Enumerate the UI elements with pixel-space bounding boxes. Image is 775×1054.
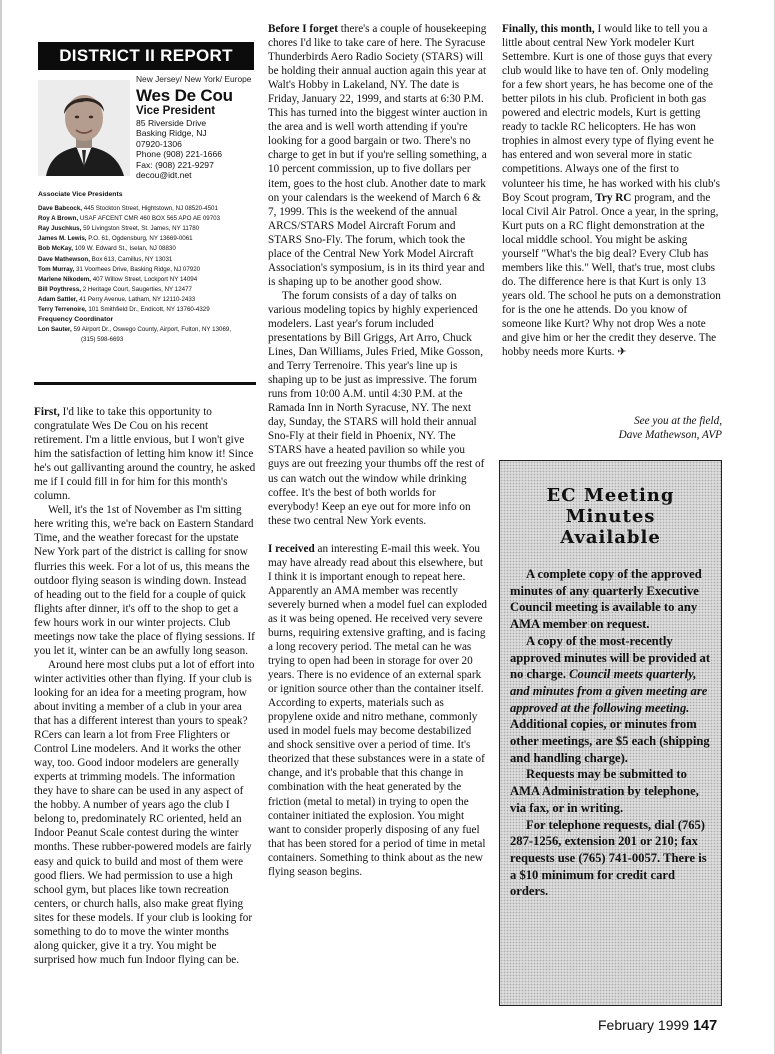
associate-item: Bill Poythress, 2 Heritage Court, Saugerties, NY 12477	[38, 285, 192, 293]
page-footer	[598, 1017, 717, 1034]
signoff-author: Dave Mathewson, AVP	[618, 429, 722, 442]
column-1	[34, 405, 256, 967]
column-2	[268, 22, 488, 879]
region-label: New Jersey/ New York/ Europe	[136, 74, 252, 84]
associate-item: Terry Terrenoire, 101 Smithfield Dr., Endicott, NY 13760-4329	[38, 306, 210, 314]
ec-box-title: EC Meeting Minutes Available	[546, 485, 675, 548]
portrait-image	[38, 80, 130, 176]
vp-title: Vice President	[136, 105, 216, 117]
associate-item: Adam Sattler, 41 Perry Avenue, Latham, NY 12110-2433	[38, 295, 196, 303]
paragraph: First, I'd like to take this opportunity to congratulate Wes De Cou on his recent retirement. I'm a little envious, but I won't give him the satisfaction of letting him know it! Since he's out gallivanting around the country, he asked me if I could fill in for him for this month's column.	[34, 406, 256, 503]
paragraph: Well, it's the 1st of November as I'm sitting here writing this, we're back on Eastern Standard Time, and the weather forecast for the upstate New York part of the district is calling for snow flurries this week. For a lot of us, this means the outdoor flying season is winding down. Instead of heading out to the field for a couple of quick flights after dinner, it's off to the shop to get a few hours work in our winter projects. Club meetings now take the place of flying sessions. If you let it, winter can be an awfully long season.	[34, 504, 255, 657]
section-rule	[34, 382, 256, 385]
associate-item: Ray Juschkus, 59 Livingston Street, St. James, NY 11780	[38, 225, 200, 233]
paragraph: Around here most clubs put a lot of effort into winter activities other than flying. If your club is looking for an idea for a meeting program, how about inviting a member of a club in your area that has a different interest than yours to speak? RCers can learn a lot from Free Flighters or Control Line modelers. And it works the other way, too. Good indoor modelers are generally experts at trimming models. The information they have to share can be used in any aspect of the hobby. A number of years ago the club I belong to, predominately RC oriented, held an Indoor Peanut Scale contest during the winter months. These rubber-powered models are fairly easy and quick to build and most of them were good fliers. We had permission to use a high school gym, but places like town recreation centers, or church halls, also make great flying sites for these models. If your club is looking for something to do to move the winter months along quicker, give it a try. You might be surprised how much fun Indoor flying can be.	[34, 658, 255, 966]
page-number: 147	[692, 1018, 718, 1034]
frequency-heading: Frequency Coordinator	[38, 316, 114, 324]
ec-paragraph: A complete copy of the approved minutes of any quarterly Executive Council meeting is available to any AMA member on request.	[510, 567, 702, 632]
associate-vp-list	[38, 190, 256, 345]
ec-paragraph: Requests may be submitted to AMA Administration by telephone, via fax, or in writing.	[510, 767, 699, 815]
ec-minutes-box	[499, 460, 722, 1006]
column-3	[502, 22, 722, 359]
associate-item: Marlene Nikodem, 407 Willow Street, Lockport NY 14094	[38, 275, 198, 283]
associate-item: Roy A Brown, USAF AFCENT CMR 460 BOX 565 APO AE 09703	[38, 215, 221, 223]
paragraph: I received an interesting E-mail this week. You may have already read about this elsewhere, but I think it is important enough to repeat here. Apparently an AMA member was recently severely burned when a model fuel can exploded as it was being opened. He received very severe burns, requiring extensive grafting, and is facing a long recovery period. The metal can he was trying to open had been in storage for over 20 years. There is no evidence of an external spark or ignition source other than the container itself. According to experts, materials such as propylene oxide and nitro methane, commonly used in model fuels may become destabilized and shock sensitive over a period of time. It's theorized that these substances were in a state of change, and it's probable that this change in combination with the heat generated by the friction (metal to metal) in trying to open the container initiated the explosion. You might want to consider properly disposing of any fuel that has been stored for a period of time in metal containers. Something to think about as the new flying season begins.	[268, 542, 488, 878]
portrait-photo	[38, 80, 130, 176]
associate-item: Dave Babcock, 445 Stockton Street, Hightstown, NJ 08520-4501	[38, 205, 218, 213]
vp-contact	[136, 118, 254, 180]
ec-paragraph: For telephone requests, dial (765) 287-1256, extension 201 or 210; fax requests use (765) 741-0057. There is a $10 minimum for credit card orders.	[510, 817, 707, 899]
associate-item: Bob McKay, 109 W. Edward St., Iselan, NJ 08830	[38, 245, 176, 253]
signoff: See you at the field,	[634, 415, 722, 427]
contact-city: Basking Ridge, NJ	[136, 128, 207, 139]
airplane-icon: ✈	[617, 346, 627, 359]
paragraph: Before I forget there's a couple of housekeeping chores I'd like to take care of here. The Syracuse Thunderbirds Aero Radio Society (STARS) will be holding their annual auction again this year at Walt's Hobby in Lakeland, NY. The date is Friday, January 22, 1999, and starts at 6:30 P.M. This has turned into the biggest winter auction in the area and is well worth attending if you're looking for a good bargain or two. There's no charge to get in but if you're selling something, a 10 percent commission, up to five dollars per item, goes to the host club. Another date to mark on your calendars is the weekend of March 6 & 7, 1999. This is the weekend of the annual ARCS/STARS Model Aircraft Forum and STARS Sno-Fly. The forum, which took the place of the Central New York Model Aircraft Association's symposium, is in its third year and is shaping up to be another good show.	[268, 23, 488, 288]
frequency-coordinator: Lon Sauter, 59 Airport Dr., Oswego County, Airport, Fulton, NY 13069,	[38, 326, 232, 334]
paragraph: Finally, this month, I would like to tell you a little about central New York modeler Kurt Settembre. Kurt is one of those guys that every club would like to have ten of. Only modeling for a few short years, he has become one of the better pilots in his club. Proficient in both gas powered and electric models, Kurt is getting ready to tackle RC helicopters. He has won trophies in almost every type of flying event he has entered and won several more in static competitions. Always one of the first to volunteer his time, he has worked with his club's Boy Scout program, Try RC program, and the local Civil Air Patrol. Once a year, in the spring, Kurt puts on a RC flight demonstration at the local middle school. You might be asking yourself "What's the big deal? Every Club has members like this." Well, that's true, most clubs do. The difference here is that Kurt is only 13 years old. The school he puts on a demonstration for is the one he attends. Do you know of someone like Kurt? Why not drop Wes a note and give him or her the credit they deserve. The hobby needs more Kurts. ✈	[502, 23, 721, 359]
associate-item: Dave Mathewson, Box 613, Camillus, NY 13031	[38, 255, 173, 263]
signature	[560, 414, 722, 442]
contact-email: decou@idt.net	[136, 170, 192, 181]
contact-zip: 07920-1306	[136, 138, 182, 149]
contact-phone: Phone (908) 221-1666	[136, 149, 223, 160]
district-banner: DISTRICT II REPORT	[38, 42, 254, 70]
issue-date: February 1999	[598, 1017, 690, 1033]
associates-heading: Associate Vice Presidents	[38, 191, 123, 198]
vp-name: Wes De Cou	[136, 86, 233, 105]
contact-fax: Fax: (908) 221-9297	[136, 159, 214, 170]
ec-paragraph: A copy of the most-recently approved minutes will be provided at no charge. Council meets quarterly, and minutes from a given meeting are approved at the following meeting. Additional copies, or minutes from other meetings, are $5 each (shipping and handling charge).	[510, 633, 711, 765]
associate-item: Tom Murray, 31 Voorhees Drive, Basking Ridge, NJ 07920	[38, 265, 201, 273]
paragraph: The forum consists of a day of talks on various modeling topics by highly experienced modelers. Last year's forum included presentations by Bill Griggs, Art Arro, Chuck Lines, Dan Williams, Jules Fried, Mike Gosson, and Terry Terrenoire. This year's line up is shaping up to be just as impressive. The forum runs from 10:00 A.M. until 4:30 P.M. at the Ramada Inn in North Syracuse, NY. The next day, Sunday, the STARS will hold their annual Sno-Fly at their field in Phoenix, NY. The STARS have a heated pavilion so while you guys are out freezing your thumbs off the rest of us can watch out the window while drinking coffee. It's the best of both worlds for everybody! Keep an eye out for more info on these two central New York events.	[268, 289, 485, 527]
associate-item: James M. Lewis, P.O. 61, Ogdensburg, NY 13669-0061	[38, 235, 193, 243]
contact-street: 85 Riverside Drive	[136, 118, 207, 128]
frequency-phone: (315) 598-6693	[81, 336, 124, 344]
